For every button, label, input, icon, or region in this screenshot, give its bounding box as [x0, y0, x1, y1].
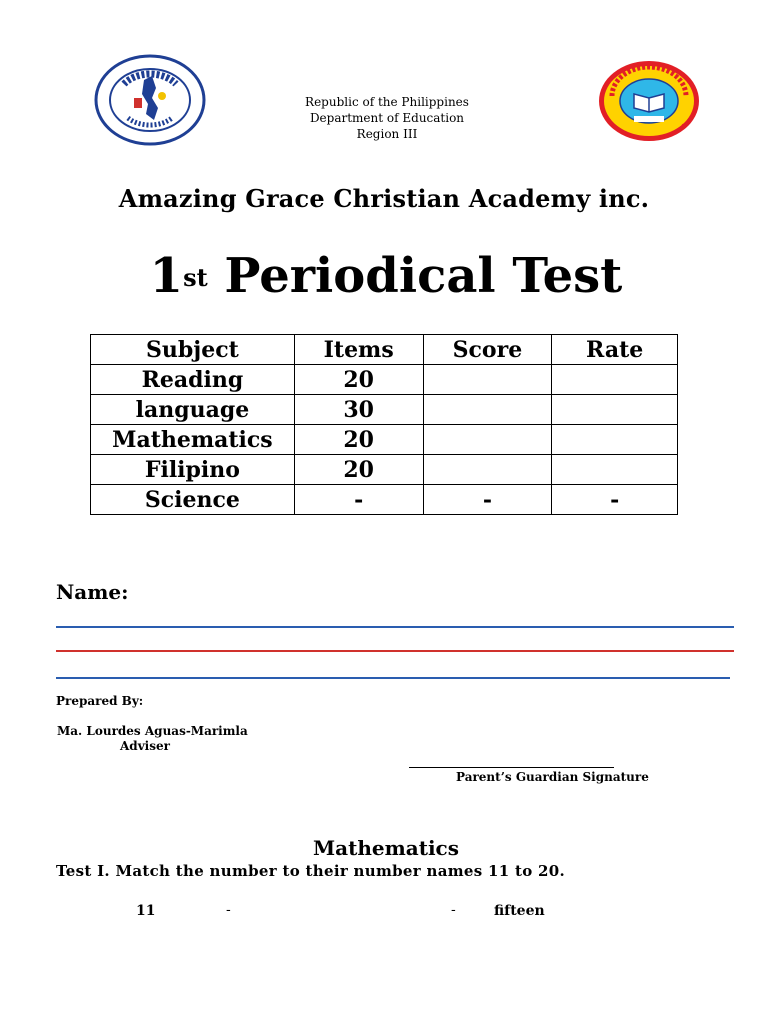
header-block	[220, 94, 554, 142]
item-word: fifteen	[494, 903, 545, 919]
section-title: Mathematics	[313, 836, 459, 860]
scores-table	[90, 334, 678, 515]
title-text: Periodical Test	[224, 248, 623, 304]
header-region: Region III	[356, 127, 418, 141]
name-line-blue-bottom	[56, 677, 730, 679]
academy-seal-icon	[598, 60, 700, 142]
cell-score	[423, 455, 552, 485]
cell-subject: Science	[91, 485, 295, 515]
header-department: Department of Education	[309, 111, 465, 125]
cell-score: -	[423, 485, 552, 515]
school-name: Amazing Grace Christian Academy inc.	[118, 184, 650, 213]
test-title	[0, 246, 768, 306]
cell-subject: Reading	[91, 365, 295, 395]
prepared-by-label: Prepared By:	[56, 694, 144, 708]
cell-subject: language	[91, 395, 295, 425]
header-republic: Republic of the Philippines	[305, 95, 469, 109]
table-row	[91, 365, 678, 395]
table-row	[91, 485, 678, 515]
table-header-row	[91, 335, 678, 365]
deped-seal-icon	[94, 54, 206, 146]
cell-items: 20	[294, 365, 423, 395]
name-line-blue-top	[56, 626, 734, 628]
title-number: 1	[149, 248, 184, 304]
signature-label: Parent’s Guardian Signature	[456, 770, 649, 784]
header-score: Score	[423, 335, 552, 365]
header-rate: Rate	[552, 335, 678, 365]
name-line-red	[56, 650, 734, 652]
table-row	[91, 425, 678, 455]
cell-rate: -	[552, 485, 678, 515]
cell-rate	[552, 425, 678, 455]
table-row	[91, 455, 678, 485]
name-label: Name:	[56, 580, 129, 604]
item-dash-right: -	[451, 902, 456, 918]
title-suffix: st	[183, 263, 208, 292]
cell-items: 20	[294, 455, 423, 485]
cell-rate	[552, 395, 678, 425]
test-instruction: Test I. Match the number to their number names 11 to 20.	[56, 862, 566, 880]
header-items: Items	[294, 335, 423, 365]
cell-items: -	[294, 485, 423, 515]
item-dash-left: -	[226, 902, 231, 918]
cell-items: 30	[294, 395, 423, 425]
header-subject: Subject	[91, 335, 295, 365]
cell-subject: Filipino	[91, 455, 295, 485]
cell-subject: Mathematics	[91, 425, 295, 455]
item-number: 11	[136, 903, 156, 919]
cell-score	[423, 395, 552, 425]
cell-score	[423, 425, 552, 455]
table-row	[91, 395, 678, 425]
adviser-role: Adviser	[120, 739, 170, 753]
cell-items: 20	[294, 425, 423, 455]
cell-score	[423, 365, 552, 395]
cell-rate	[552, 365, 678, 395]
signature-line	[409, 767, 614, 768]
cell-rate	[552, 455, 678, 485]
adviser-name: Ma. Lourdes Aguas-Marimla	[57, 724, 248, 738]
